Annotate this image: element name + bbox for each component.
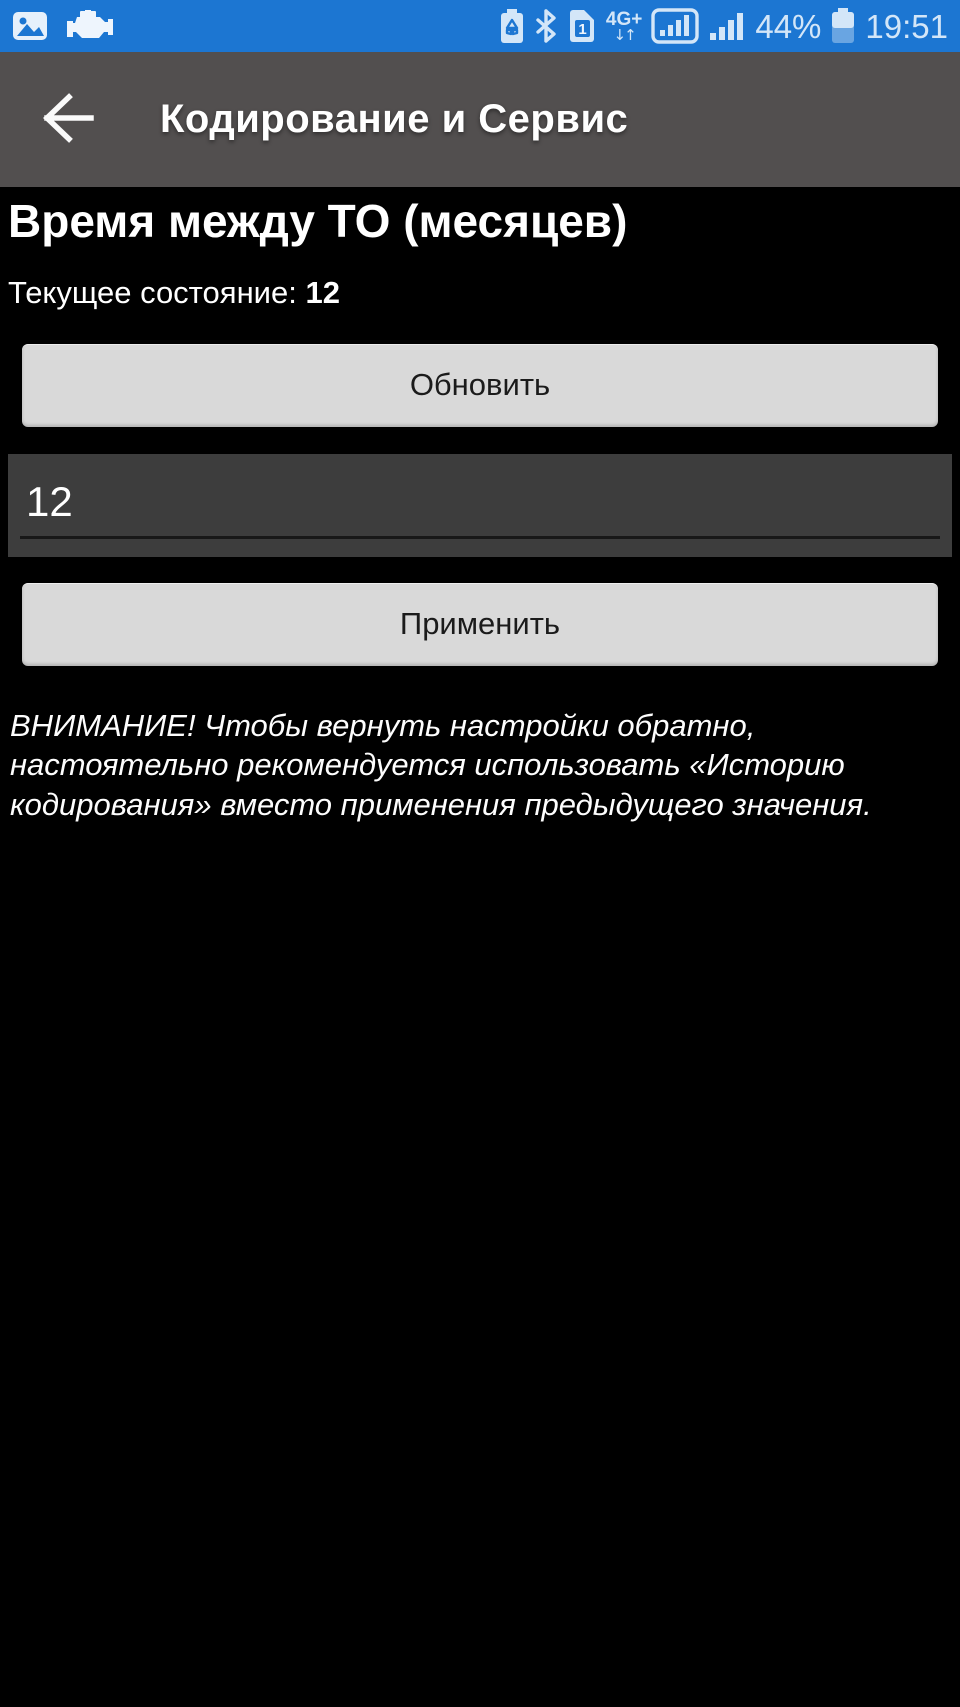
refresh-button[interactable]: Обновить (22, 344, 938, 427)
apply-button[interactable]: Применить (22, 583, 938, 666)
battery-saver-icon (499, 8, 525, 44)
value-input[interactable] (20, 454, 940, 539)
back-arrow-icon (39, 91, 99, 148)
battery-percent-text: 44% (755, 7, 822, 45)
back-button[interactable] (34, 85, 104, 155)
main-content (0, 193, 960, 825)
warning-text: ВНИМАНИЕ! Чтобы вернуть настройки обратно, настоятельно рекомендуется использовать «Историю кодирования» вместо применения предыдущего значения. (10, 707, 872, 823)
svg-text:1: 1 (578, 21, 587, 38)
page-title: Кодирование и Сервис (160, 97, 629, 141)
network-4g-plus-icon: 4G+ ↓↑ (605, 8, 643, 44)
engine-notification-icon (64, 9, 114, 43)
clock-text: 19:51 (865, 7, 948, 45)
parameter-heading: Время между ТО (месяцев) (8, 195, 628, 247)
sim-card-icon (567, 8, 597, 44)
current-state-line (8, 275, 952, 311)
current-state-label: Текущее состояние: (8, 274, 297, 310)
bluetooth-icon (534, 8, 558, 44)
current-state-value: 12 (305, 274, 340, 310)
app-bar (0, 52, 960, 187)
mobile-data-signal-boxed-icon (651, 6, 699, 46)
status-bar (0, 0, 960, 52)
battery-icon (830, 7, 856, 45)
gallery-notification-icon (12, 10, 48, 42)
value-input-panel (8, 454, 952, 557)
cellular-signal-icon (708, 9, 746, 43)
